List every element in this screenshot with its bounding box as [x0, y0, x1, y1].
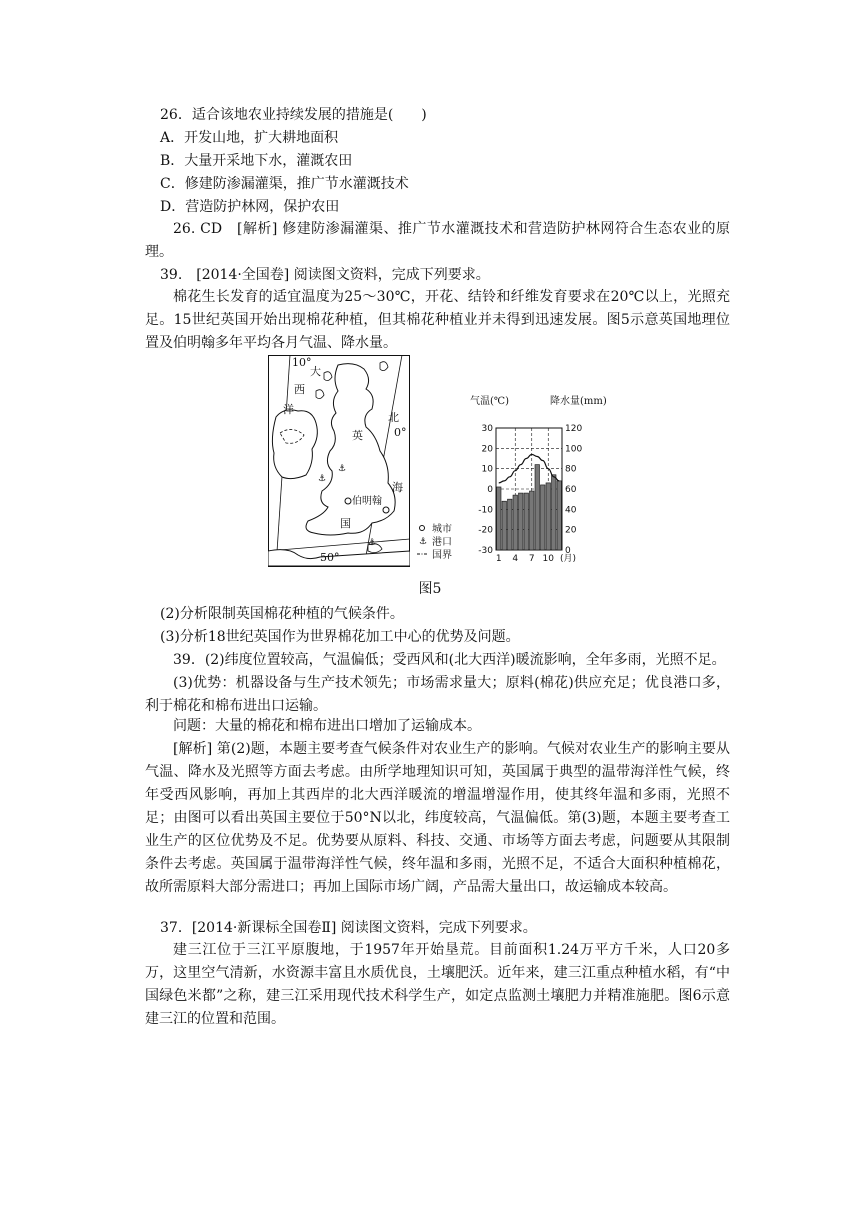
- precip-bar: [530, 491, 535, 550]
- svg-text:洋: 洋: [283, 403, 294, 416]
- precip-tick-label: 80: [565, 464, 577, 475]
- precip-axis-label: 降水量(mm): [550, 396, 607, 407]
- precip-tick-label: 60: [565, 485, 577, 495]
- svg-text:海: 海: [392, 481, 403, 494]
- legend-city: 城市: [432, 524, 452, 535]
- q37-material: 建三江位于三江平原腹地，于1957年开始垦荒。目前面积1.24万平方千米，人口20多万，这里空气清新，水资源丰富且水质优良，土壤肥沃。近年来，建三江重点种植水稻，有“中国绿色米都”之称，建三江采用现代技术科学生产，如定点监测土壤肥力并精准施肥。图6示意建三江的位置和范围。: [145, 942, 730, 1027]
- precip-tick-label: 40: [565, 505, 577, 516]
- precip-bar: [541, 485, 546, 550]
- precip-bar: [524, 493, 529, 550]
- precip-tick-label: 100: [565, 444, 583, 455]
- q26-option-d: D．营造防护林网，保护农田: [160, 199, 340, 215]
- svg-text:⚓: ⚓: [419, 537, 428, 547]
- month-tick-label: 10: [542, 554, 554, 564]
- precip-tick-label: 0: [565, 546, 571, 556]
- precip-tick-label: 120: [565, 424, 583, 434]
- temp-tick-label: -20: [478, 525, 493, 536]
- svg-text:西: 西: [294, 383, 305, 396]
- legend-border: 国界: [432, 550, 452, 561]
- q26-answer: 26. CD [解析] 修建防渗漏灌渠、推广节水灌溉技术和营造防护林网符合生态农业的原理。: [145, 221, 730, 260]
- month-tick-label: 1: [495, 554, 502, 564]
- svg-text:大: 大: [310, 365, 321, 378]
- svg-text:北: 北: [388, 411, 399, 424]
- svg-text:⚓: ⚓: [318, 474, 327, 484]
- precip-bar: [519, 493, 524, 550]
- map-legend: [416, 519, 466, 563]
- uk-location-map: [268, 355, 410, 567]
- figure-caption: 图5: [418, 581, 442, 597]
- month-tick-label: (月): [559, 554, 577, 564]
- precip-bar: [552, 475, 557, 550]
- svg-text:⚓: ⚓: [368, 538, 377, 548]
- lon-10: 10°: [292, 356, 312, 369]
- lat-50: 50°: [320, 551, 340, 564]
- temp-tick-label: 10: [481, 464, 493, 475]
- legend-port: 港口: [432, 537, 452, 548]
- q39-analysis: [解析] 第(2)题，本题主要考查气候条件对农业生产的影响。气候对农业生产的影响主要从气温、降水及光照等方面去考虑。由所学地理知识可知，英国属于典型的温带海洋性气候，终年受西风影响，再加上其西岸的北大西洋暖流的增温增湿作用，使其终年温和多雨，光照不足；由图可以看出英国主要位于50°N以北，纬度较高，气温偏低。第(3)题，本题主要考查工业生产的区位优势及不足。优势要从原料、科技、交通、市场等方面去考虑，问题要从其限制条件去考虑。英国属于温带海洋性气候，终年温和多雨，光照不足，不适合大面积种植棉花，故所需原料大部分需进口；再加上国际市场广阔，产品需大量出口，故运输成本较高。: [145, 741, 730, 895]
- temp-tick-label: 20: [481, 444, 493, 455]
- precip-bar: [508, 499, 513, 550]
- birmingham-climate-chart: [468, 390, 618, 570]
- q37-header: 37．[2014·新课标全国卷Ⅱ] 阅读图文资料，完成下列要求。: [160, 920, 537, 936]
- precip-bar: [535, 465, 540, 550]
- temp-tick-label: -30: [478, 546, 493, 556]
- svg-text:伯明翰: 伯明翰: [352, 496, 382, 507]
- precip-bar: [557, 481, 562, 550]
- q26-option-c: C．修建防渗漏灌渠，推广节水灌溉技术: [160, 176, 409, 192]
- svg-text:国: 国: [340, 517, 351, 530]
- q39-question-2: (2)分析限制英国棉花种植的气候条件。: [160, 606, 404, 622]
- q26-option-b: B．大量开采地下水，灌溉农田: [160, 153, 353, 169]
- precip-bar: [513, 495, 518, 550]
- temp-tick-label: 0: [487, 485, 493, 495]
- q26-stem: 26．适合该地农业持续发展的措施是( ): [160, 107, 427, 123]
- precip-bar: [497, 487, 502, 550]
- q39-answer-2: 39．(2)纬度位置较高，气温偏低；受西风和(北大西洋)暖流影响，全年多雨，光照不足。: [173, 652, 726, 668]
- q39-header: 39. [2014·全国卷] 阅读图文资料，完成下列要求。: [160, 267, 490, 283]
- temp-tick-label: 30: [481, 424, 493, 434]
- svg-text:⚓: ⚓: [338, 464, 347, 474]
- lon-0: 0°: [394, 426, 407, 439]
- q39-material: 棉花生长发育的适宜温度为25～30℃，开花、结铃和纤维发育要求在20℃以上，光照充足。15世纪英国开始出现棉花种植，但其棉花种植业并未得到迅速发展。图5示意英国地理位置及伯明翰多年平均各月气温、降水量。: [145, 289, 730, 351]
- month-tick-label: 4: [512, 554, 519, 564]
- temp-axis-label: 气温(℃): [470, 396, 509, 407]
- q39-problem: 问题：大量的棉花和棉布进出口增加了运输成本。: [173, 718, 481, 734]
- precip-tick-label: 20: [565, 525, 577, 536]
- precip-bar: [546, 483, 551, 550]
- svg-text:英: 英: [352, 429, 363, 442]
- q39-answer-3: (3)优势：机器设备与生产技术领先；市场需求量大；原料(棉花)供应充足；优良港口多，利于棉花和棉布进出口运输。: [145, 675, 730, 714]
- month-tick-label: 7: [528, 554, 535, 564]
- q26-option-a: A．开发山地，扩大耕地面积: [160, 130, 339, 146]
- q39-question-3: (3)分析18世纪英国作为世界棉花加工中心的优势及问题。: [160, 629, 520, 645]
- temp-tick-label: -10: [478, 505, 493, 516]
- precip-bar: [502, 501, 507, 550]
